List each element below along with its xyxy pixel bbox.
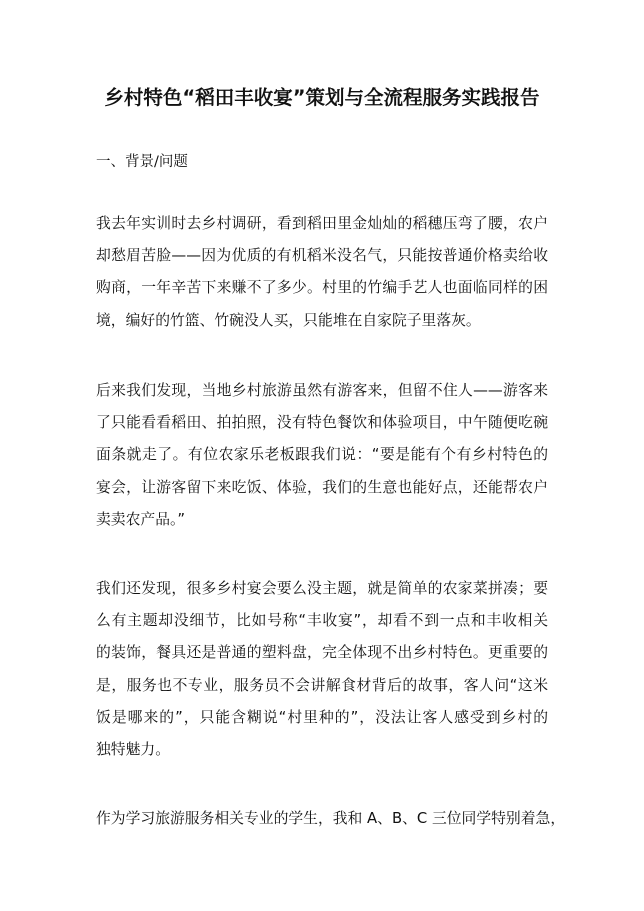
paragraph-2 bbox=[96, 375, 548, 536]
paragraph-line: 我去年实训时去乡村调研，看到稻田里金灿灿的稻穗压弯了腰，农户 bbox=[96, 215, 548, 232]
paragraph-line: 独特魅力。 bbox=[96, 741, 170, 759]
document-title: 乡村特色“稻田丰收宴”策划与全流程服务实践报告 bbox=[104, 86, 540, 109]
paragraph-line: 宴会，让游客留下来吃饭、体验，我们的生意也能好点，还能帮农户 bbox=[96, 478, 548, 496]
paragraph-line: 是，服务也不专业，服务员不会讲解食材背后的故事，客人问“这米 bbox=[96, 676, 548, 694]
paragraph-line: 么有主题却没细节，比如号称“丰收宴”，却看不到一点和丰收相关 bbox=[96, 612, 548, 630]
paragraph-4 bbox=[96, 803, 566, 835]
paragraph-line: 饭是哪来的”，只能含糊说“村里种的”，没法让客人感受到乡村的 bbox=[96, 708, 548, 726]
paragraph-1 bbox=[96, 208, 548, 337]
paragraph-line: 卖卖农产品。” bbox=[96, 510, 186, 528]
paragraph-line: 我们还发现，很多乡村宴会要么没主题，就是简单的农家菜拼凑；要 bbox=[96, 580, 548, 597]
paragraph-line: 境，编好的竹篮、竹碗没人买，只能堆在自家院子里落灰。 bbox=[96, 311, 481, 329]
paragraph-line: 作为学习旅游服务相关专业的学生，我和 A、B、C 三位同学特别着急， bbox=[96, 810, 566, 827]
paragraph-line: 面条就走了。有位农家乐老板跟我们说：“要是能有个有乡村特色的 bbox=[96, 446, 548, 464]
paragraph-3 bbox=[96, 573, 548, 766]
paragraph-line: 购商，一年辛苦下来赚不了多少。村里的竹编手艺人也面临同样的困 bbox=[96, 279, 548, 297]
paragraph-line: 了只能看看稻田、拍拍照，没有特色餐饮和体验项目，中午随便吃碗 bbox=[96, 414, 548, 432]
paragraph-line: 却愁眉苦脸——因为优质的有机稻米没名气，只能按普通价格卖给收 bbox=[96, 247, 548, 265]
paragraph-line: 后来我们发现，当地乡村旅游虽然有游客来，但留不住人——游客来 bbox=[96, 382, 548, 399]
paragraph-line: 的装饰，餐具还是普通的塑料盘，完全体现不出乡村特色。更重要的 bbox=[96, 644, 548, 662]
section-heading: 一、背景/问题 bbox=[96, 154, 188, 170]
